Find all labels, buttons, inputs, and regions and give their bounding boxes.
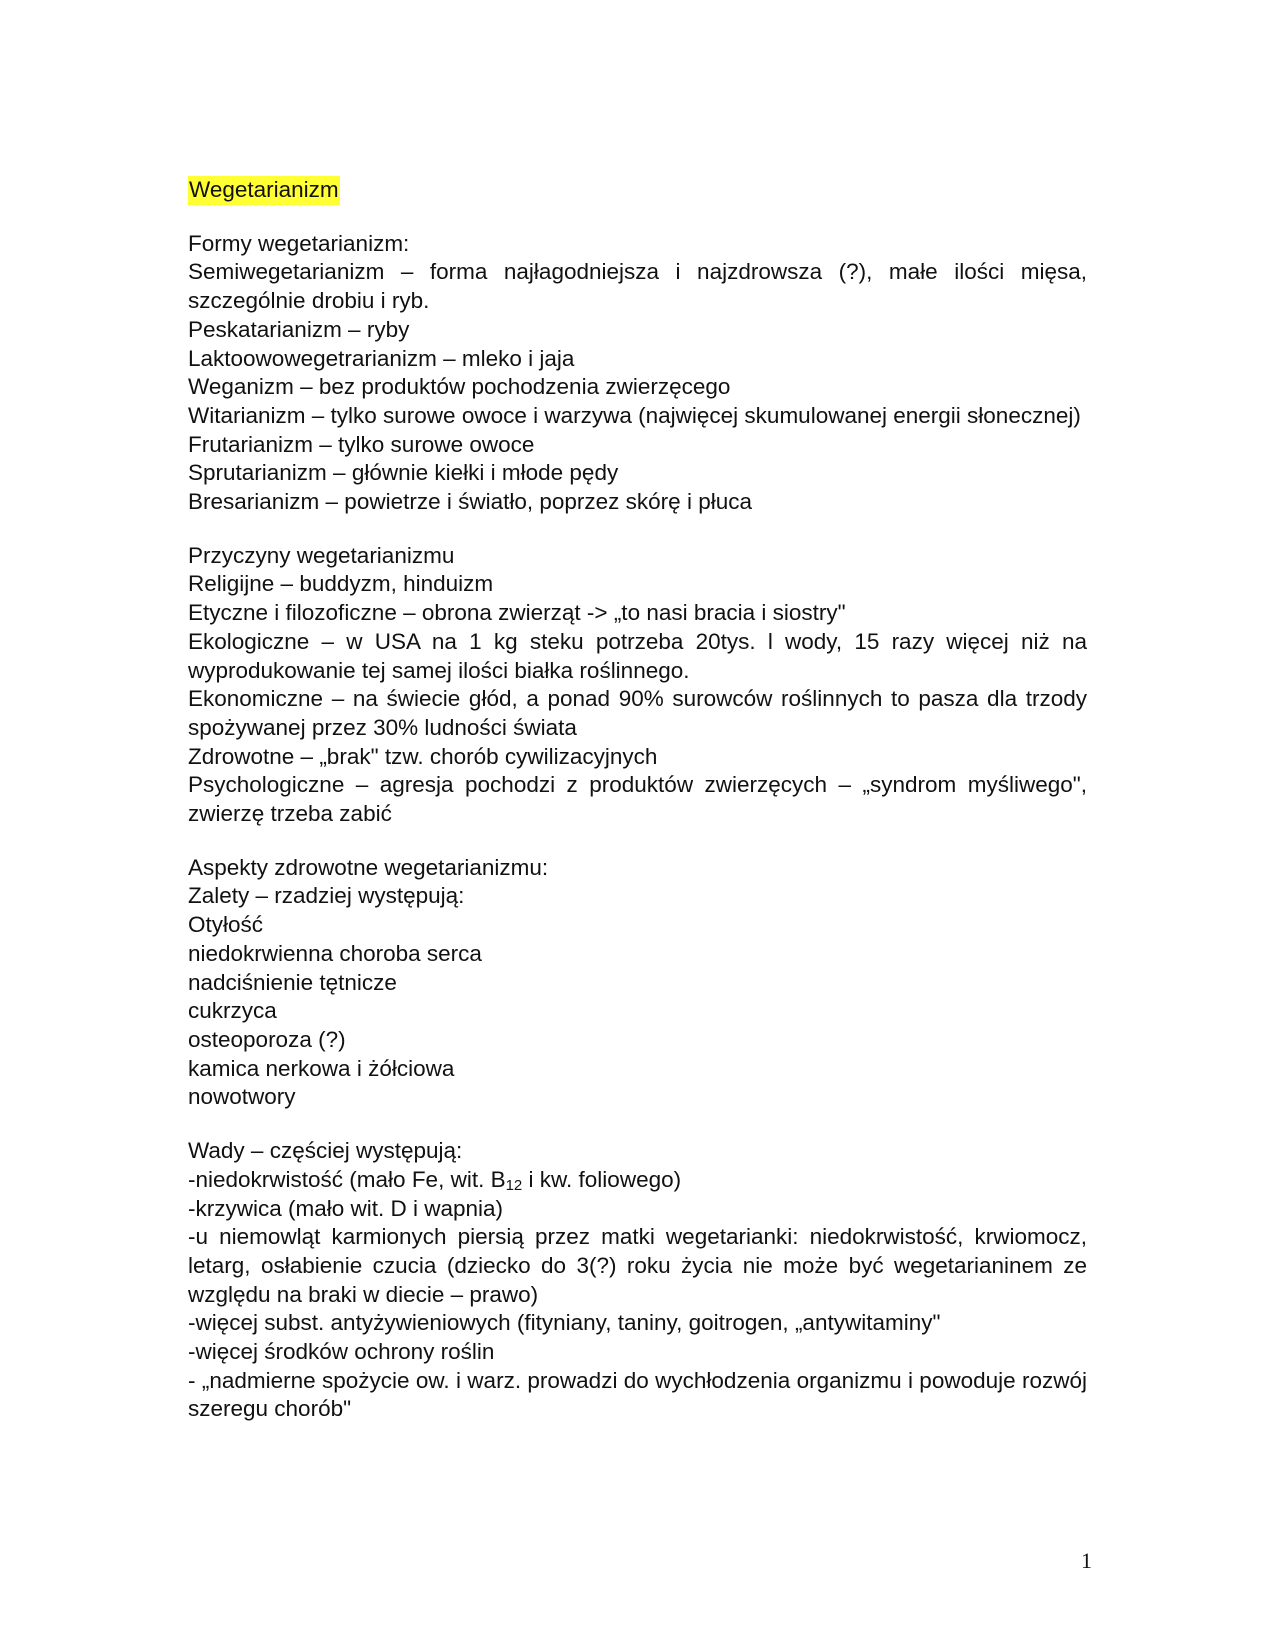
reasons-item: Psychologiczne – agresja pochodzi z produktów zwierzęcych – „syndrom myśliwego", zwierzę trzeba zabić	[188, 772, 1087, 827]
cons-item-text: i kw. foliowego)	[522, 1166, 682, 1192]
forms-item: Laktoowowegetrarianizm – mleko i jaja	[188, 345, 575, 371]
reasons-item: Etyczne i filozoficzne – obrona zwierząt -> „to nasi bracia i siostry"	[188, 600, 846, 626]
health-heading: Aspekty zdrowotne wegetarianizmu:	[188, 854, 549, 880]
pros-item: Otyłość	[188, 912, 264, 938]
cons-heading: Wady – częściej występują:	[188, 1138, 463, 1164]
pros-heading: Zalety – rzadziej występują:	[188, 883, 465, 909]
forms-item: Frutarianizm – tylko surowe owoce	[188, 431, 535, 457]
pros-item: cukrzyca	[188, 998, 277, 1024]
pros-item: kamica nerkowa i żółciowa	[188, 1055, 455, 1081]
forms-item: Weganizm – bez produktów pochodzenia zwierzęcego	[188, 374, 731, 400]
cons-item: - „nadmierne spożycie ow. i warz. prowadzi do wychłodzenia organizmu i powoduje rozwój szeregu chorób"	[188, 1367, 1087, 1422]
spacer	[188, 205, 1087, 230]
cons-item: -więcej środków ochrony roślin	[188, 1339, 495, 1365]
pros-item: niedokrwienna choroba serca	[188, 940, 482, 966]
spacer	[188, 829, 1087, 854]
forms-item: Semiwegetarianizm – forma najłagodniejsza i najzdrowsza (?), małe ilości mięsa, szczególnie drobiu i ryb.	[188, 259, 1087, 314]
reasons-item: Zdrowotne – „brak" tzw. chorób cywilizacyjnych	[188, 743, 658, 769]
pros-item: nadciśnienie tętnicze	[188, 969, 397, 995]
cons-item: -u niemowląt karmionych piersią przez matki wegetarianki: niedokrwistość, krwiomocz, letarg, osłabienie czucia (dziecko do 3(?) roku życia nie może być wegetarianinem ze względu na braki w diecie – prawo)	[188, 1224, 1087, 1307]
pros-item: osteoporoza (?)	[188, 1026, 346, 1052]
cons-item-text: -niedokrwistość (mało Fe, wit. B	[188, 1166, 506, 1192]
spacer	[188, 1112, 1087, 1137]
document-body	[188, 176, 1087, 1424]
reasons-item: Ekologiczne – w USA na 1 kg steku potrzeba 20tys. l wody, 15 razy więcej niż na wyprodukowanie tej samej ilości białka roślinnego.	[188, 628, 1087, 683]
cons-item: -więcej subst. antyżywieniowych (fityniany, taniny, goitrogen, „antywitaminy"	[188, 1310, 941, 1336]
document-title	[188, 176, 1087, 205]
forms-heading: Formy wegetarianizm:	[188, 230, 410, 256]
forms-item: Bresarianizm – powietrze i światło, poprzez skórę i płuca	[188, 489, 752, 515]
title-highlight: Wegetarianizm	[188, 176, 340, 205]
cons-item	[188, 1166, 1087, 1195]
spacer	[188, 517, 1087, 542]
forms-item: Witarianizm – tylko surowe owoce i warzywa (najwięcej skumulowanej energii słonecznej)	[188, 402, 1081, 428]
forms-item: Sprutarianizm – głównie kiełki i młode pędy	[188, 460, 619, 486]
reasons-item: Religijne – buddyzm, hinduizm	[188, 571, 494, 597]
cons-item: -krzywica (mało wit. D i wapnia)	[188, 1195, 504, 1221]
reasons-heading: Przyczyny wegetarianizmu	[188, 542, 455, 568]
page-number: 1	[1081, 1548, 1092, 1573]
reasons-item: Ekonomiczne – na świecie głód, a ponad 90% surowców roślinnych to pasza dla trzody spożywanej przez 30% ludności świata	[188, 686, 1087, 740]
cons-item-subscript: 12	[505, 1176, 523, 1194]
pros-item: nowotwory	[188, 1084, 296, 1110]
forms-item: Peskatarianizm – ryby	[188, 316, 410, 342]
